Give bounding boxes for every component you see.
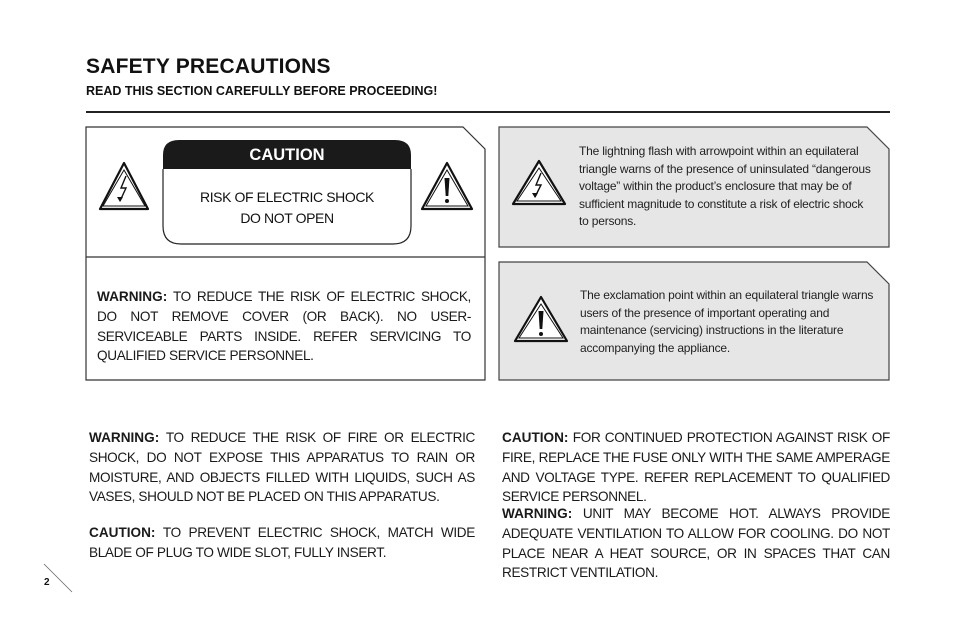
warning-label: WARNING: bbox=[89, 430, 160, 445]
page-number: 2 bbox=[44, 577, 50, 588]
caution-text: TO PREVENT ELECTRIC SHOCK, MATCH WIDE BLADE OF PLUG TO WIDE SLOT, FULLY INSERT. bbox=[89, 525, 475, 560]
heat-warning bbox=[502, 504, 890, 583]
caution-box-line-1: RISK OF ELECTRIC SHOCK bbox=[199, 189, 374, 205]
caution-label: CAUTION: bbox=[89, 525, 156, 540]
warning-label: WARNING: bbox=[502, 506, 573, 521]
plug-caution bbox=[89, 523, 475, 563]
lightning-description: The lightning flash with arrowpoint within an equilateral triangle warns of the presence of uninsulated “dangerous voltage” within the product’s enclosure that may be of sufficient magnitude to constitute a risk of electric shock to persons. bbox=[579, 144, 871, 228]
caution-text: FOR CONTINUED PROTECTION AGAINST RISK OF FIRE, REPLACE THE FUSE ONLY WITH THE SAME AMPERAGE AND VOLTAGE TYPE. REFER REPLACEMENT TO QUALIFIED SERVICE PERSONNEL. bbox=[502, 430, 890, 505]
warning-text: TO REDUCE THE RISK OF ELECTRIC SHOCK, DO NOT REMOVE COVER (OR BACK). NO USER-SERVICEABLE PARTS INSIDE. REFER SERVICING TO QUALIFIED SERVICE PERSONNEL. bbox=[97, 289, 471, 364]
warning-text: UNIT MAY BECOME HOT. ALWAYS PROVIDE ADEQUATE VENTILATION TO ALLOW FOR COOLING. DO NOT PLACE NEAR A HEAT SOURCE, OR IN SPACES THAT CAN RESTRICT VENTILATION. bbox=[502, 506, 890, 581]
caution-box-line-2: DO NOT OPEN bbox=[240, 210, 334, 226]
fuse-caution bbox=[502, 428, 890, 507]
fire-warning bbox=[89, 428, 475, 507]
warning-text: TO REDUCE THE RISK OF FIRE OR ELECTRIC SHOCK, DO NOT EXPOSE THIS APPARATUS TO RAIN OR MOISTURE, AND OBJECTS FILLED WITH LIQUIDS, SUCH AS VASES, SHOULD NOT BE PLACED ON THIS APPARATUS. bbox=[89, 430, 475, 505]
caution-box-title: CAUTION bbox=[249, 146, 325, 164]
cover-warning bbox=[97, 287, 471, 366]
caution-label: CAUTION: bbox=[502, 430, 569, 445]
page-subtitle: READ THIS SECTION CAREFULLY BEFORE PROCEEDING! bbox=[86, 84, 438, 98]
warning-label: WARNING: bbox=[97, 289, 168, 304]
page-title: SAFETY PRECAUTIONS bbox=[86, 55, 331, 78]
exclamation-description: The exclamation point within an equilateral triangle warns users of the presence of important operating and maintenance (servicing) instructions in the literature accompanying the appliance. bbox=[580, 288, 874, 355]
